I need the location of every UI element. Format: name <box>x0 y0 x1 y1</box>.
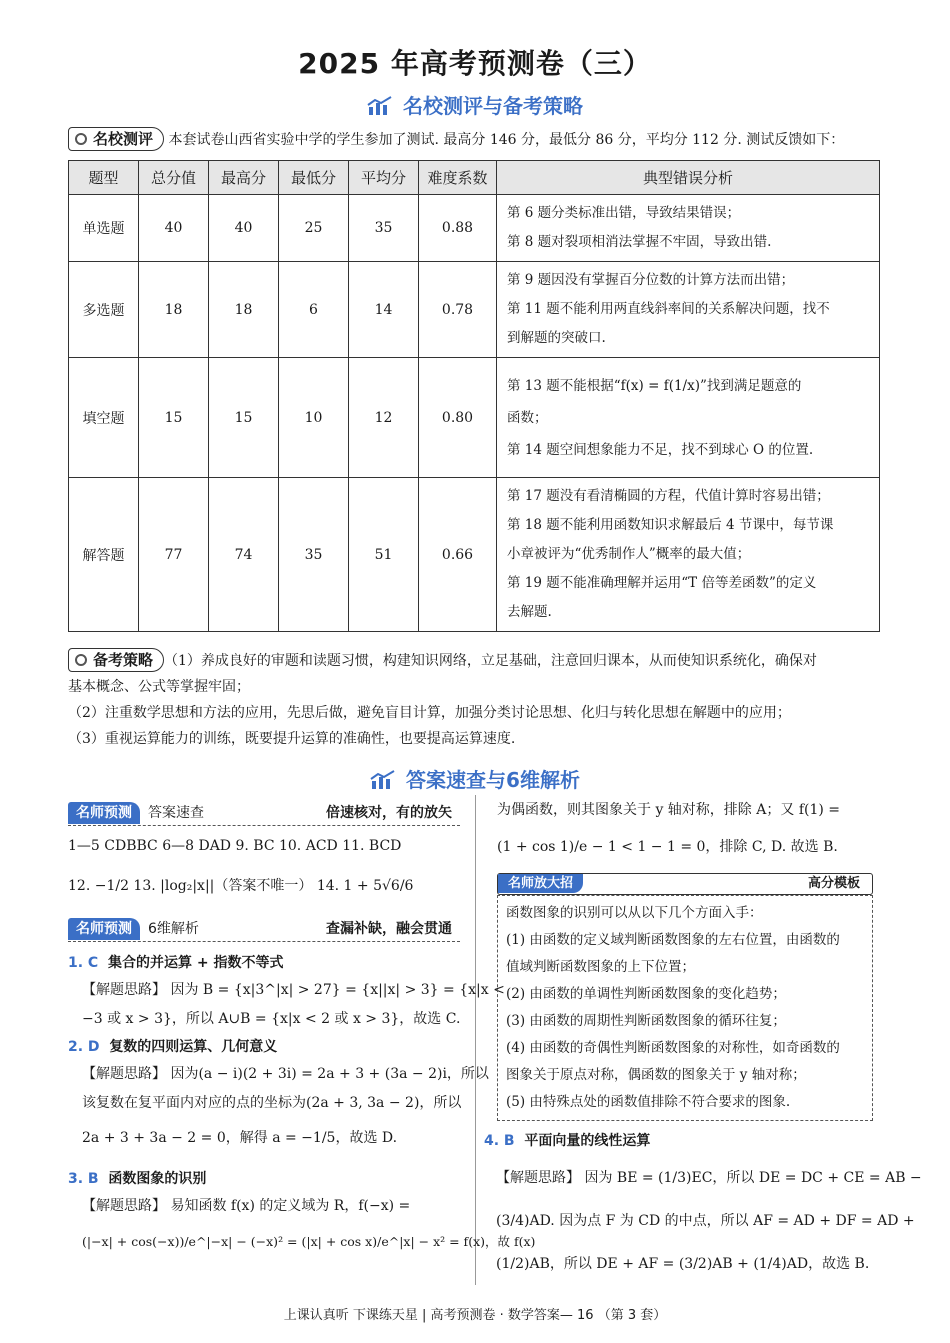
header-cell: 难度系数 <box>419 161 497 195</box>
cell-max: 74 <box>209 478 279 632</box>
cell-avg: 12 <box>349 358 419 478</box>
analysis-bar: 名师预测 6维解析 查漏补缺，融会贯通 <box>68 918 460 942</box>
page-footer: 上课认真听 下课练天星 | 高考预测卷 · 数学答案— 16 （第 3 套） <box>283 1308 667 1323</box>
cell-max: 15 <box>209 358 279 478</box>
answers-line: 1—5 CDBBC 6—8 DAD 9. BC 10. ACD 11. BCD <box>68 838 402 854</box>
answer-check-bar: 名师预测 答案速查 倍速核对，有的放矢 <box>68 802 460 826</box>
cell-max: 18 <box>209 262 279 358</box>
cell-avg: 35 <box>349 195 419 262</box>
tip-box: 函数图象的识别可以从以下几个方面入手： (1) 由函数的定义域判断函数图象的左右位置，由函数的 值域判断函数图象的上下位置； (2) 由函数的单调性判断函数图象的变化趋势； (3) 由函数的周期性判断函数图象的循环往复； (4) 由函数的奇偶性判断函数图象的对称性，如奇函数的 图象关于原点对称，偶函数的图象关于 y 轴对称； (5) 由特殊点处的函数值排除不符合要求的图象. <box>497 895 873 1121</box>
header-cell: 总分值 <box>139 161 209 195</box>
question-3: 3. B 函数图象的识别 【解题思路】 易知函数 f(x) 的定义域为 R，f(−x) = (|−x| + cos(−x))/e^|−x| − (−x)² = (|x| + cos x)/e^|x| − x² = f(x)，故 f(x) <box>68 1171 536 1249</box>
cell-total: 15 <box>139 358 209 478</box>
cell-total: 77 <box>139 478 209 632</box>
cell-type: 填空题 <box>69 358 139 478</box>
cell-min: 6 <box>279 262 349 358</box>
score-table <box>68 160 880 632</box>
tip-header: 名师放大招 高分模板 <box>497 873 873 895</box>
header-cell: 最低分 <box>279 161 349 195</box>
circle-icon <box>75 133 87 145</box>
page-title: 2025 年高考预测卷（三） <box>298 47 652 80</box>
column-divider <box>475 795 476 1285</box>
cell-avg: 14 <box>349 262 419 358</box>
circle-icon <box>75 654 87 666</box>
cell-type: 解答题 <box>69 478 139 632</box>
cell-difficulty: 0.80 <box>419 358 497 478</box>
cell-analysis: 第 13 题不能根据“f(x) = f(1/x)”找到满足题意的 函数； 第 14 题空间想象能力不足，找不到球心 O 的位置. <box>497 358 880 478</box>
cell-total: 40 <box>139 195 209 262</box>
table-row <box>69 358 880 478</box>
cell-min: 25 <box>279 195 349 262</box>
cell-max: 40 <box>209 195 279 262</box>
question-3-continued: 为偶函数，则其图象关于 y 轴对称，排除 A；又 f(1) = (1 + cos 1)/e − 1 < 1 − 1 = 0，排除 C, D. 故选 B. <box>497 802 841 855</box>
section-heading-strategy: 名校测评与备考策略 <box>0 90 950 119</box>
cell-difficulty: 0.88 <box>419 195 497 262</box>
tag-school-evaluation: 名校测评 <box>68 127 164 151</box>
question-2: 2. D 复数的四则运算、几何意义 【解题思路】 因为(a − i)(2 + 3i) = 2a + 3 + (3a − 2)i，所以 该复数在复平面内对应的点的坐标为(2a + 3, 3a − 2)，所以 2a + 3 + 3a − 2 = 0，解得 a = −1/5，故选 D. <box>68 1039 489 1146</box>
bar-chart-icon <box>367 96 393 116</box>
cell-type: 多选题 <box>69 262 139 358</box>
test-intro: 名校测评 本套试卷山西省实验中学的学生参加了测试. 最高分 146 分，最低分 86 分，平均分 112 分. 测试反馈如下： <box>68 127 888 152</box>
cell-type: 单选题 <box>69 195 139 262</box>
cell-analysis: 第 9 题因没有掌握百分位数的计算方法而出错； 第 11 题不能利用两直线斜率间的关系解决问题，找不 到解题的突破口. <box>497 262 880 358</box>
question-1: 1. C 集合的并运算 + 指数不等式 【解题思路】 因为 B = {x|3^|x| > 27} = {x||x| > 3} = {x|x < −3 或 x > 3}，所以 A∪B = {x|x < 2 或 x > 3}，故选 C. <box>68 955 505 1027</box>
cell-difficulty: 0.78 <box>419 262 497 358</box>
answers-line: 12. −1/2 13. |log₂|x||（答案不唯一） 14. 1 + 5√6/6 <box>68 878 414 894</box>
tag-strategy: 备考策略 <box>68 648 164 672</box>
bar-chart-icon <box>370 770 396 790</box>
cell-analysis: 第 17 题没有看清椭圆的方程，代值计算时容易出错； 第 18 题不能利用函数知识求解最后 4 节课中，每节课 小章被评为“优秀制作人”概率的最大值； 第 19 题不能准确理解并运用“T 倍等差函数”的定义 去解题. <box>497 478 880 632</box>
cell-analysis: 第 6 题分类标准出错，导致结果错误； 第 8 题对裂项相消法掌握不牢固，导致出错. <box>497 195 880 262</box>
table-row <box>69 478 880 632</box>
question-4: 4. B 平面向量的线性运算 【解题思路】 因为 BE = (1/3)EC，所以 DE = DC + CE = AB − (3/4)AD. 因为点 F 为 CD 的中点，所以 AF = AD + DF = AD + (1/2)AB，所以 DE + AF = (3/2)AB + (1/4)AD，故选 B. <box>484 1133 922 1272</box>
cell-min: 35 <box>279 478 349 632</box>
cell-total: 18 <box>139 262 209 358</box>
header-cell: 题型 <box>69 161 139 195</box>
section-heading-answers: 答案速查与6维解析 <box>0 764 950 793</box>
table-header-row <box>69 161 880 195</box>
cell-min: 10 <box>279 358 349 478</box>
cell-difficulty: 0.66 <box>419 478 497 632</box>
cell-avg: 51 <box>349 478 419 632</box>
table-row <box>69 195 880 262</box>
table-row <box>69 262 880 358</box>
header-cell: 典型错误分析 <box>497 161 880 195</box>
header-cell: 平均分 <box>349 161 419 195</box>
header-cell: 最高分 <box>209 161 279 195</box>
strategy-block: 备考策略 （1）养成良好的审题和读题习惯，构建知识网络，立足基础，注意回归课本，从而使知识系统化，确保对 基本概念、公式等掌握牢固； （2）注重数学思想和方法的应用，先思后做，避免盲目计算，加强分类讨论思想、化归与转化思想在解题中的应用； （3）重视运算能力的训练，既要提升运算的准确性，也要提高运算速度. <box>68 648 888 752</box>
